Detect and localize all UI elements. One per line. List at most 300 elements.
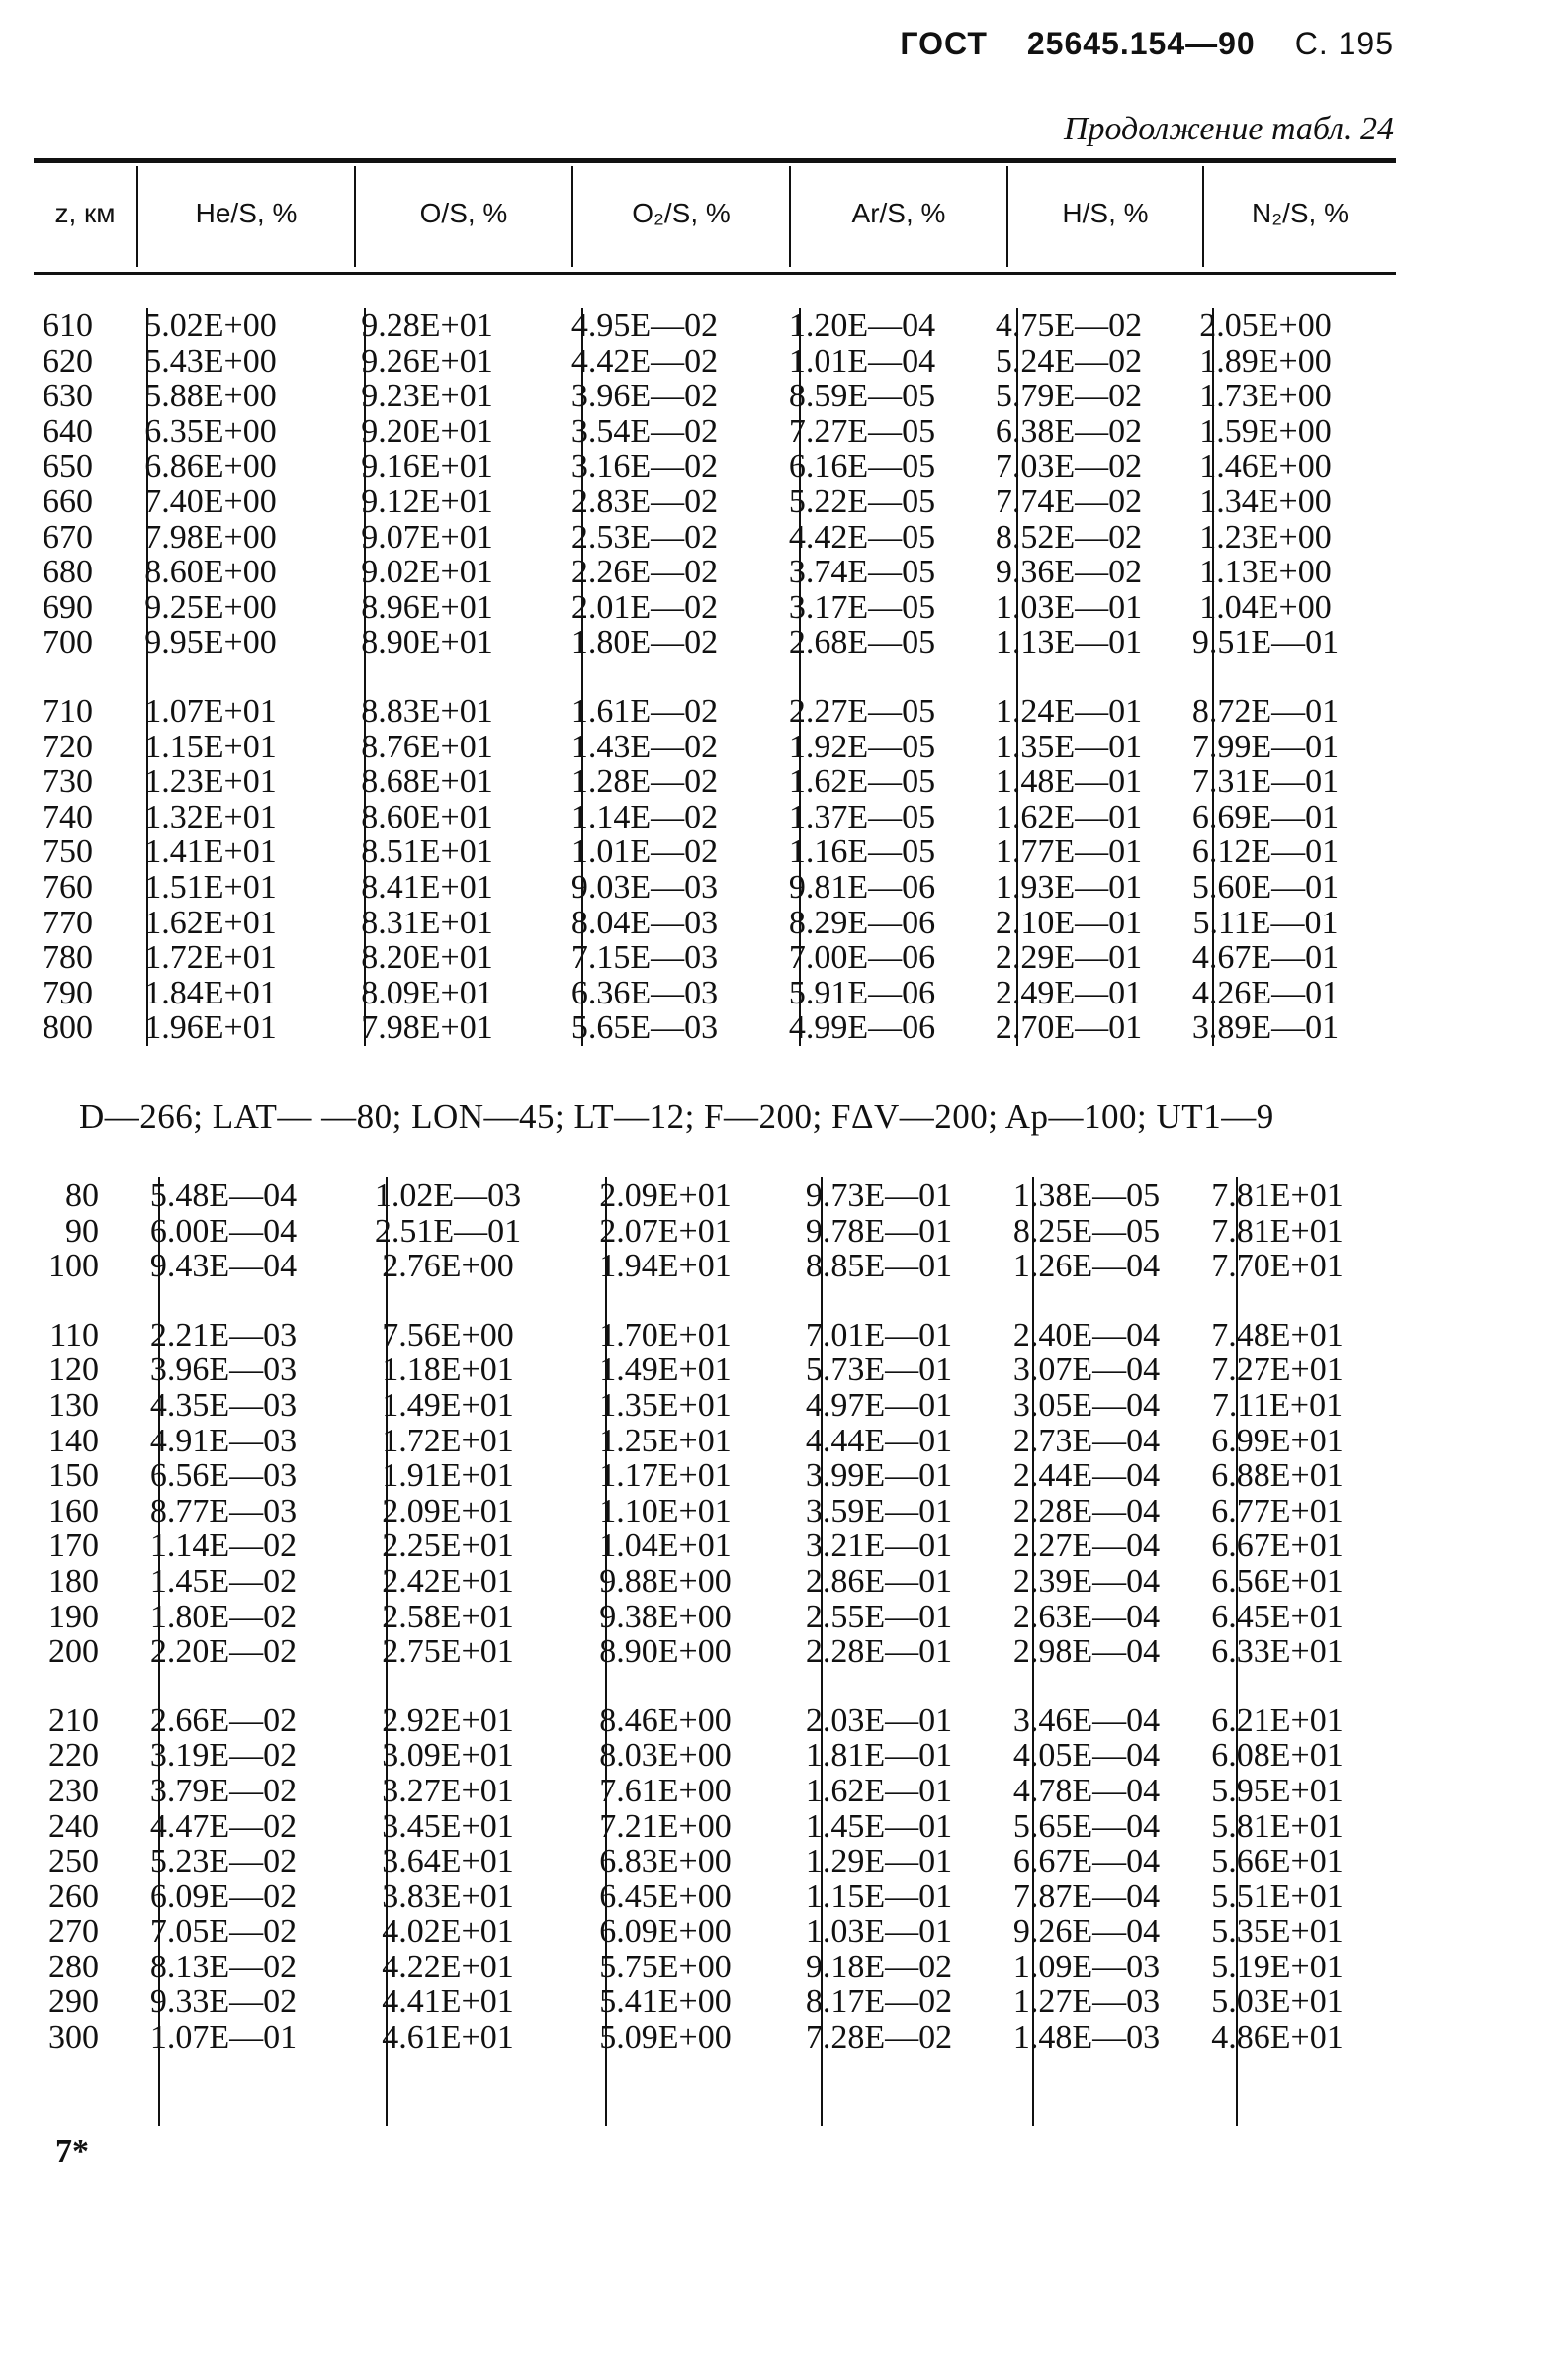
value-cell: 8.04E—03: [570, 904, 719, 941]
value-cell: 7.00E—06: [788, 939, 936, 977]
value-cell: 2.29E—01: [995, 939, 1143, 977]
value-cell: 7.15E—03: [570, 939, 719, 977]
value-cell: 1.72E+01: [144, 939, 277, 977]
value-cell: 1.07E—01: [149, 2019, 298, 2056]
value-cell: 1.13E—01: [995, 624, 1143, 661]
value-cell: 1.48E—03: [1012, 2019, 1161, 2056]
altitude-cell: 610: [43, 307, 93, 344]
value-cell: 1.62E—01: [995, 798, 1143, 835]
value-cell: 9.18E—02: [805, 1948, 953, 1985]
value-cell: 1.04E+00: [1199, 588, 1332, 626]
value-cell: 6.67E—04: [1012, 1843, 1161, 1880]
value-cell: 1.77E—01: [995, 833, 1143, 871]
value-cell: 7.98E+01: [361, 1009, 493, 1047]
table-continuation-note: Продолжение табл. 24: [1063, 111, 1394, 147]
value-cell: 1.14E—02: [149, 1527, 298, 1565]
value-cell: 9.16E+01: [361, 448, 493, 485]
value-cell: 8.31E+01: [361, 904, 493, 941]
value-cell: 8.72E—01: [1191, 692, 1340, 730]
value-cell: 1.62E+01: [144, 904, 277, 941]
table-row: [40, 1564, 1366, 1600]
value-cell: 2.40E—04: [1012, 1316, 1161, 1353]
value-cell: 2.44E—04: [1012, 1457, 1161, 1495]
value-cell: 8.83E+01: [361, 692, 493, 730]
value-cell: 4.42E—02: [570, 342, 719, 380]
altitude-cell: 800: [43, 1009, 93, 1047]
value-cell: 7.81E+01: [1211, 1177, 1344, 1214]
value-cell: 8.60E+00: [144, 554, 277, 591]
value-cell: 2.01E—02: [570, 588, 719, 626]
value-cell: 1.81E—01: [805, 1737, 953, 1775]
value-cell: 7.98E+00: [144, 518, 277, 556]
value-cell: 9.26E—04: [1012, 1913, 1161, 1951]
value-cell: 1.89E+00: [1199, 342, 1332, 380]
value-cell: 7.61E+00: [599, 1772, 732, 1809]
value-cell: 2.03E—01: [805, 1701, 953, 1739]
value-cell: 9.81E—06: [788, 868, 936, 906]
value-cell: 3.96E—02: [570, 378, 719, 415]
value-cell: 4.26E—01: [1191, 974, 1340, 1011]
value-cell: 9.07E+01: [361, 518, 493, 556]
value-cell: 9.95E+00: [144, 624, 277, 661]
value-cell: 1.10E+01: [599, 1492, 732, 1529]
value-cell: 5.22E—05: [788, 482, 936, 520]
value-cell: 4.61E+01: [382, 2019, 514, 2056]
conditions-line: [79, 1097, 1274, 1137]
value-cell: 3.45E+01: [382, 1807, 514, 1845]
value-cell: 5.65E—04: [1012, 1807, 1161, 1845]
altitude-cell: 140: [48, 1422, 99, 1459]
value-cell: 9.12E+01: [361, 482, 493, 520]
value-cell: 2.42E+01: [382, 1562, 514, 1600]
value-cell: 6.16E—05: [788, 448, 936, 485]
table-row: [40, 1984, 1366, 2020]
value-cell: 1.03E—01: [805, 1913, 953, 1951]
value-cell: 9.23E+01: [361, 378, 493, 415]
altitude-cell: 720: [43, 728, 93, 765]
value-cell: 7.31E—01: [1191, 763, 1340, 801]
altitude-cell: 630: [43, 378, 93, 415]
value-cell: 7.74E—02: [995, 482, 1143, 520]
value-cell: 1.72E+01: [382, 1422, 514, 1459]
value-cell: 1.73E+00: [1199, 378, 1332, 415]
value-cell: 3.05E—04: [1012, 1386, 1161, 1424]
value-cell: 2.98E—04: [1012, 1633, 1161, 1671]
table-row: [34, 449, 1364, 484]
value-cell: 8.09E+01: [361, 974, 493, 1011]
value-cell: 4.47E—02: [149, 1807, 298, 1845]
altitude-cell: 220: [48, 1737, 99, 1775]
value-cell: 4.78E—04: [1012, 1772, 1161, 1809]
table-row: [40, 1844, 1366, 1879]
column-header-h: H/S, %: [1062, 198, 1149, 228]
value-cell: 1.23E+01: [144, 763, 277, 801]
value-cell: 1.07E+01: [144, 692, 277, 730]
value-cell: 7.70E+01: [1211, 1248, 1344, 1285]
value-cell: 4.97E—01: [805, 1386, 953, 1424]
value-cell: 9.25E+00: [144, 588, 277, 626]
value-cell: 5.35E+01: [1211, 1913, 1344, 1951]
table-row: [34, 764, 1364, 800]
value-cell: 2.75E+01: [382, 1633, 514, 1671]
value-cell: 2.27E—04: [1012, 1527, 1161, 1565]
value-cell: 9.78E—01: [805, 1212, 953, 1250]
value-cell: 9.73E—01: [805, 1177, 953, 1214]
value-cell: 3.09E+01: [382, 1737, 514, 1775]
value-cell: 8.29E—06: [788, 904, 936, 941]
table-row: [40, 2020, 1366, 2055]
value-cell: 9.03E—03: [570, 868, 719, 906]
table-row: [40, 1249, 1366, 1284]
value-cell: 1.15E+01: [144, 728, 277, 765]
value-cell: 1.35E—01: [995, 728, 1143, 765]
value-cell: 8.96E+01: [361, 588, 493, 626]
column-header-altitude: z, км: [54, 198, 116, 228]
value-cell: 2.92E+01: [382, 1701, 514, 1739]
value-cell: 2.10E—01: [995, 904, 1143, 941]
value-cell: 3.99E—01: [805, 1457, 953, 1495]
value-cell: 4.22E+01: [382, 1948, 514, 1985]
altitude-cell: 200: [48, 1633, 99, 1671]
standard-label: ГОСТ: [900, 26, 988, 61]
altitude-cell: 710: [43, 692, 93, 730]
value-cell: 5.65E—03: [570, 1009, 719, 1047]
table-row: [40, 1352, 1366, 1388]
table-row: [34, 520, 1364, 556]
column-header-o: O/S, %: [419, 198, 508, 228]
altitude-cell: 700: [43, 624, 93, 661]
value-cell: 2.09E+01: [599, 1177, 732, 1214]
table-header-rule: [34, 272, 1396, 275]
table-row: [34, 800, 1364, 835]
value-cell: 1.61E—02: [570, 692, 719, 730]
table-row: [34, 484, 1364, 520]
value-cell: 5.03E+01: [1211, 1983, 1344, 2021]
value-cell: 7.05E—02: [149, 1913, 298, 1951]
table-row: [40, 1388, 1366, 1424]
value-cell: 8.41E+01: [361, 868, 493, 906]
value-cell: 2.27E—05: [788, 692, 936, 730]
altitude-cell: 250: [48, 1843, 99, 1880]
table-row: [40, 1914, 1366, 1950]
value-cell: 1.02E—03: [374, 1177, 522, 1214]
altitude-cell: 120: [48, 1351, 99, 1389]
table-row: [34, 976, 1364, 1011]
altitude-cell: 90: [65, 1212, 99, 1250]
value-cell: 1.04E+01: [599, 1527, 732, 1565]
altitude-cell: 150: [48, 1457, 99, 1495]
value-cell: 8.17E—02: [805, 1983, 953, 2021]
value-cell: 1.17E+01: [599, 1457, 732, 1495]
value-cell: 1.91E+01: [382, 1457, 514, 1495]
group-spacer: [40, 1670, 1366, 1703]
altitude-cell: 750: [43, 833, 93, 871]
value-cell: 7.27E+01: [1211, 1351, 1344, 1389]
value-cell: 6.08E+01: [1211, 1737, 1344, 1775]
value-cell: 1.23E+00: [1199, 518, 1332, 556]
value-cell: 5.41E+00: [599, 1983, 732, 2021]
value-cell: 1.51E+01: [144, 868, 277, 906]
table-row: [40, 1178, 1366, 1214]
altitude-cell: 160: [48, 1492, 99, 1529]
value-cell: 2.66E—02: [149, 1701, 298, 1739]
table-row: [34, 730, 1364, 765]
table-row: [34, 344, 1364, 380]
altitude-cell: 110: [49, 1316, 99, 1353]
value-cell: 9.88E+00: [599, 1562, 732, 1600]
value-cell: 1.70E+01: [599, 1316, 732, 1353]
header-divider: [354, 166, 356, 267]
value-cell: 6.86E+00: [144, 448, 277, 485]
value-cell: 2.55E—01: [805, 1598, 953, 1635]
altitude-cell: 190: [48, 1598, 99, 1635]
value-cell: 1.48E—01: [995, 763, 1143, 801]
value-cell: 1.34E+00: [1199, 482, 1332, 520]
value-cell: 1.15E—01: [805, 1877, 953, 1915]
altitude-cell: 130: [48, 1386, 99, 1424]
altitude-cell: 670: [43, 518, 93, 556]
value-cell: 1.46E+00: [1199, 448, 1332, 485]
value-cell: 6.67E+01: [1211, 1527, 1344, 1565]
value-cell: 3.59E—01: [805, 1492, 953, 1529]
page-header: [900, 26, 1394, 62]
value-cell: 7.81E+01: [1211, 1212, 1344, 1250]
value-cell: 8.68E+01: [361, 763, 493, 801]
value-cell: 3.96E—03: [149, 1351, 298, 1389]
value-cell: 8.20E+01: [361, 939, 493, 977]
altitude-cell: 270: [48, 1913, 99, 1951]
column-header-o2: O₂/S, %: [632, 198, 731, 228]
value-cell: 5.23E—02: [149, 1843, 298, 1880]
value-cell: 8.90E+00: [599, 1633, 732, 1671]
value-cell: 6.21E+01: [1211, 1701, 1344, 1739]
value-cell: 8.76E+01: [361, 728, 493, 765]
table-row: [34, 414, 1364, 450]
value-cell: 2.73E—04: [1012, 1422, 1161, 1459]
value-cell: 1.13E+00: [1199, 554, 1332, 591]
header-divider: [136, 166, 138, 267]
column-header-n2: N₂/S, %: [1252, 198, 1349, 228]
value-cell: 1.59E+00: [1199, 412, 1332, 450]
value-cell: 1.41E+01: [144, 833, 277, 871]
value-cell: 2.28E—04: [1012, 1492, 1161, 1529]
table-row: [40, 1528, 1366, 1564]
value-cell: 3.46E—04: [1012, 1701, 1161, 1739]
altitude-cell: 730: [43, 763, 93, 801]
header-divider: [789, 166, 791, 267]
value-cell: 2.49E—01: [995, 974, 1143, 1011]
value-cell: 1.32E+01: [144, 798, 277, 835]
altitude-cell: 770: [43, 904, 93, 941]
value-cell: 3.64E+01: [382, 1843, 514, 1880]
value-cell: 8.52E—02: [995, 518, 1143, 556]
altitude-cell: 280: [48, 1948, 99, 1985]
value-cell: 8.90E+01: [361, 624, 493, 661]
value-cell: 7.48E+01: [1211, 1316, 1344, 1353]
value-cell: 2.53E—02: [570, 518, 719, 556]
value-cell: 4.67E—01: [1191, 939, 1340, 977]
group-spacer: [40, 1284, 1366, 1318]
altitude-cell: 240: [48, 1807, 99, 1845]
value-cell: 6.00E—04: [149, 1212, 298, 1250]
value-cell: 9.20E+01: [361, 412, 493, 450]
value-cell: 5.79E—02: [995, 378, 1143, 415]
value-cell: 2.86E—01: [805, 1562, 953, 1600]
value-cell: 9.33E—02: [149, 1983, 298, 2021]
value-cell: 6.69E—01: [1191, 798, 1340, 835]
table-row: [34, 870, 1364, 906]
value-cell: 1.09E—03: [1012, 1948, 1161, 1985]
value-cell: 1.94E+01: [599, 1248, 732, 1285]
value-cell: 3.27E+01: [382, 1772, 514, 1809]
conditions-text: D—266; LAT— —80; LON—45; LT—12; F—200; FΔV—200; Ap—100; UT1—9: [79, 1097, 1274, 1136]
value-cell: 6.09E+00: [599, 1913, 732, 1951]
table-row: [40, 1494, 1366, 1529]
value-cell: 1.24E—01: [995, 692, 1143, 730]
altitude-cell: 300: [48, 2019, 99, 2056]
header-divider: [571, 166, 573, 267]
value-cell: 2.63E—04: [1012, 1598, 1161, 1635]
altitude-cell: 640: [43, 412, 93, 450]
altitude-cell: 180: [48, 1562, 99, 1600]
value-cell: 6.83E+00: [599, 1843, 732, 1880]
value-cell: 9.28E+01: [361, 307, 493, 344]
value-cell: 5.43E+00: [144, 342, 277, 380]
value-cell: 5.88E+00: [144, 378, 277, 415]
value-cell: 2.70E—01: [995, 1009, 1143, 1047]
table-row: [40, 1600, 1366, 1635]
value-cell: 4.86E+01: [1211, 2019, 1344, 2056]
value-cell: 6.35E+00: [144, 412, 277, 450]
page-footer-mark: 7*: [55, 2134, 89, 2170]
value-cell: 5.11E—01: [1192, 904, 1339, 941]
value-cell: 3.83E+01: [382, 1877, 514, 1915]
value-cell: 8.85E—01: [805, 1248, 953, 1285]
value-cell: 6.45E+01: [1211, 1598, 1344, 1635]
column-header-he: He/S, %: [195, 198, 298, 228]
altitude-cell: 760: [43, 868, 93, 906]
value-cell: 7.03E—02: [995, 448, 1143, 485]
value-cell: 8.25E—05: [1012, 1212, 1161, 1250]
value-cell: 3.74E—05: [788, 554, 936, 591]
altitude-cell: 290: [48, 1983, 99, 2021]
value-cell: 1.45E—02: [149, 1562, 298, 1600]
value-cell: 2.76E+00: [382, 1248, 514, 1285]
table-row: [34, 940, 1364, 976]
value-cell: 9.36E—02: [995, 554, 1143, 591]
value-cell: 5.95E+01: [1211, 1772, 1344, 1809]
header-divider: [1006, 166, 1008, 267]
value-cell: 5.66E+01: [1211, 1843, 1344, 1880]
value-cell: 2.58E+01: [382, 1598, 514, 1635]
value-cell: 6.09E—02: [149, 1877, 298, 1915]
value-cell: 1.43E—02: [570, 728, 719, 765]
value-cell: 1.03E—01: [995, 588, 1143, 626]
value-cell: 1.37E—05: [788, 798, 936, 835]
value-cell: 1.80E—02: [149, 1598, 298, 1635]
value-cell: 7.99E—01: [1191, 728, 1340, 765]
value-cell: 6.36E—03: [570, 974, 719, 1011]
value-cell: 6.38E—02: [995, 412, 1143, 450]
value-cell: 9.51E—01: [1191, 624, 1340, 661]
table-row: [34, 590, 1364, 626]
value-cell: 7.56E+00: [382, 1316, 514, 1353]
column-header-ar: Ar/S, %: [851, 198, 946, 228]
value-cell: 7.01E—01: [805, 1316, 953, 1353]
value-cell: 7.40E+00: [144, 482, 277, 520]
table-row: [40, 1879, 1366, 1915]
value-cell: 1.29E—01: [805, 1843, 953, 1880]
value-cell: 7.27E—05: [788, 412, 936, 450]
value-cell: 1.28E—02: [570, 763, 719, 801]
altitude-cell: 260: [48, 1877, 99, 1915]
table-row: [34, 379, 1364, 414]
value-cell: 7.28E—02: [805, 2019, 953, 2056]
altitude-cell: 780: [43, 939, 93, 977]
value-cell: 6.12E—01: [1191, 833, 1340, 871]
value-cell: 7.87E—04: [1012, 1877, 1161, 1915]
value-cell: 1.62E—05: [788, 763, 936, 801]
table-row: [40, 1318, 1366, 1353]
value-cell: 1.45E—01: [805, 1807, 953, 1845]
value-cell: 1.35E+01: [599, 1386, 732, 1424]
value-cell: 1.80E—02: [570, 624, 719, 661]
table-row: [40, 1214, 1366, 1250]
value-cell: 3.54E—02: [570, 412, 719, 450]
value-cell: 4.02E+01: [382, 1913, 514, 1951]
altitude-cell: 170: [48, 1527, 99, 1565]
altitude-cell: 620: [43, 342, 93, 380]
value-cell: 3.21E—01: [805, 1527, 953, 1565]
value-cell: 1.14E—02: [570, 798, 719, 835]
value-cell: 5.73E—01: [805, 1351, 953, 1389]
value-cell: 4.42E—05: [788, 518, 936, 556]
table-row: [40, 1809, 1366, 1845]
table-row: [40, 1703, 1366, 1739]
value-cell: 4.95E—02: [570, 307, 719, 344]
value-cell: 5.75E+00: [599, 1948, 732, 1985]
value-cell: 3.79E—02: [149, 1772, 298, 1809]
value-cell: 4.35E—03: [149, 1386, 298, 1424]
value-cell: 1.93E—01: [995, 868, 1143, 906]
value-cell: 1.49E+01: [599, 1351, 732, 1389]
value-cell: 8.51E+01: [361, 833, 493, 871]
value-cell: 2.20E—02: [149, 1633, 298, 1671]
altitude-cell: 680: [43, 554, 93, 591]
altitude-cell: 210: [48, 1701, 99, 1739]
value-cell: 9.43E—04: [149, 1248, 298, 1285]
value-cell: 5.48E—04: [149, 1177, 298, 1214]
value-cell: 8.60E+01: [361, 798, 493, 835]
altitude-cell: 230: [48, 1772, 99, 1809]
value-cell: 1.18E+01: [382, 1351, 514, 1389]
value-cell: 2.51E—01: [374, 1212, 522, 1250]
value-cell: 1.84E+01: [144, 974, 277, 1011]
altitude-cell: 690: [43, 588, 93, 626]
value-cell: 6.56E—03: [149, 1457, 298, 1495]
value-cell: 2.07E+01: [599, 1212, 732, 1250]
value-cell: 4.91E—03: [149, 1422, 298, 1459]
table-top-rule: [34, 158, 1396, 163]
altitude-cell: 100: [48, 1248, 99, 1285]
value-cell: 3.17E—05: [788, 588, 936, 626]
altitude-cell: 650: [43, 448, 93, 485]
value-cell: 5.91E—06: [788, 974, 936, 1011]
value-cell: 7.21E+00: [599, 1807, 732, 1845]
table-row: [34, 555, 1364, 590]
value-cell: 8.59E—05: [788, 378, 936, 415]
table-row: [40, 1458, 1366, 1494]
